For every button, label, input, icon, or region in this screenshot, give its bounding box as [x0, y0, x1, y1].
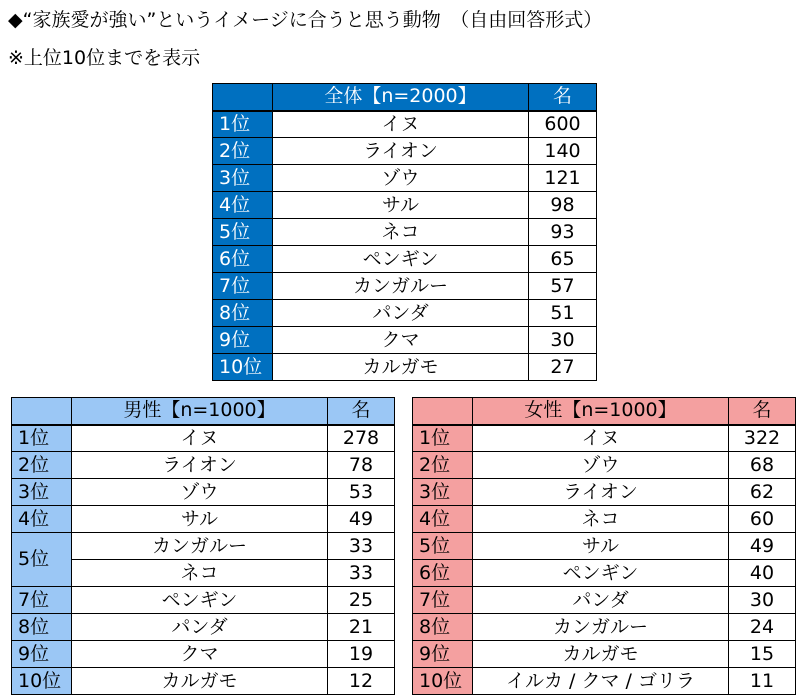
rank-cell: 5位: [413, 533, 473, 560]
animal-cell: イヌ: [72, 425, 328, 452]
count-cell: 49: [328, 506, 395, 533]
table-header-label: 全体【n=2000】: [273, 84, 529, 111]
table-row: [413, 533, 796, 560]
rank-cell: 4位: [12, 506, 72, 533]
rank-cell: 5位: [12, 533, 72, 587]
rank-cell: 6位: [413, 560, 473, 587]
count-cell: 93: [529, 219, 597, 246]
rank-header-cell: [12, 398, 72, 425]
animal-cell: ペンギン: [72, 587, 328, 614]
rank-cell: 4位: [413, 506, 473, 533]
animal-cell: パンダ: [473, 587, 729, 614]
table-row: [12, 614, 395, 641]
table-row: [213, 192, 597, 219]
count-cell: 68: [729, 452, 796, 479]
animal-cell: パンダ: [273, 300, 529, 327]
rank-cell: 1位: [413, 425, 473, 452]
rank-cell: 2位: [12, 452, 72, 479]
count-cell: 78: [328, 452, 395, 479]
rank-cell: 1位: [12, 425, 72, 452]
animal-cell: ペンギン: [273, 246, 529, 273]
count-cell: 15: [729, 641, 796, 668]
table-row: [12, 506, 395, 533]
table-row: [413, 614, 796, 641]
table-female: [412, 397, 796, 695]
table-row: [213, 165, 597, 192]
count-cell: 121: [529, 165, 597, 192]
page-note: ※上位10位までを表示: [8, 47, 201, 69]
animal-cell: ゾウ: [273, 165, 529, 192]
count-cell: 11: [729, 668, 796, 695]
count-header-label: 名: [529, 84, 597, 111]
count-cell: 33: [328, 560, 395, 587]
table-row: [413, 587, 796, 614]
count-cell: 57: [529, 273, 597, 300]
animal-cell: ゾウ: [473, 452, 729, 479]
animal-cell: ゾウ: [72, 479, 328, 506]
animal-cell: カンガルー: [72, 533, 328, 560]
count-cell: 19: [328, 641, 395, 668]
animal-cell: ライオン: [273, 138, 529, 165]
count-header-label: 名: [729, 398, 796, 425]
table-row: [213, 273, 597, 300]
rank-header-cell: [413, 398, 473, 425]
animal-cell: ペンギン: [473, 560, 729, 587]
rank-cell: 3位: [413, 479, 473, 506]
rank-header-cell: [213, 84, 273, 111]
rank-cell: 7位: [12, 587, 72, 614]
count-cell: 62: [729, 479, 796, 506]
count-cell: 33: [328, 533, 395, 560]
animal-cell: カンガルー: [473, 614, 729, 641]
rank-cell: 3位: [213, 165, 273, 192]
animal-cell: ネコ: [473, 506, 729, 533]
animal-cell: ライオン: [72, 452, 328, 479]
rank-cell: 7位: [413, 587, 473, 614]
count-cell: 600: [529, 111, 597, 138]
table-row: [213, 111, 597, 138]
animal-cell: サル: [273, 192, 529, 219]
animal-cell: カルガモ: [72, 668, 328, 695]
animal-cell: カルガモ: [473, 641, 729, 668]
count-cell: 40: [729, 560, 796, 587]
table-row: [413, 668, 796, 695]
count-cell: 12: [328, 668, 395, 695]
animal-cell: カンガルー: [273, 273, 529, 300]
rank-cell: 2位: [213, 138, 273, 165]
table-row: [12, 452, 395, 479]
animal-cell: サル: [72, 506, 328, 533]
count-cell: 51: [529, 300, 597, 327]
table-row: [12, 587, 395, 614]
count-cell: 278: [328, 425, 395, 452]
rank-cell: 8位: [12, 614, 72, 641]
table-male: [11, 397, 395, 695]
count-cell: 21: [328, 614, 395, 641]
rank-cell: 9位: [413, 641, 473, 668]
count-cell: 27: [529, 354, 597, 381]
count-header-label: 名: [328, 398, 395, 425]
table-row: [12, 533, 395, 560]
table-row: [12, 479, 395, 506]
count-cell: 65: [529, 246, 597, 273]
animal-cell: クマ: [273, 327, 529, 354]
animal-cell: イヌ: [273, 111, 529, 138]
table-row: [413, 506, 796, 533]
rank-cell: 6位: [213, 246, 273, 273]
animal-cell: イルカ / クマ / ゴリラ: [473, 668, 729, 695]
rank-cell: 9位: [213, 327, 273, 354]
table-overall: [212, 83, 597, 381]
table-row: [12, 425, 395, 452]
animal-cell: ネコ: [273, 219, 529, 246]
rank-cell: 9位: [12, 641, 72, 668]
rank-cell: 2位: [413, 452, 473, 479]
rank-cell: 10位: [213, 354, 273, 381]
table-row: [12, 668, 395, 695]
table-row: [213, 219, 597, 246]
count-cell: 322: [729, 425, 796, 452]
animal-cell: クマ: [72, 641, 328, 668]
animal-cell: パンダ: [72, 614, 328, 641]
table-header-label: 男性【n=1000】: [72, 398, 328, 425]
count-cell: 25: [328, 587, 395, 614]
rank-cell: 4位: [213, 192, 273, 219]
animal-cell: イヌ: [473, 425, 729, 452]
rank-cell: 8位: [413, 614, 473, 641]
table-header-row: [413, 398, 796, 425]
count-cell: 24: [729, 614, 796, 641]
rank-cell: 5位: [213, 219, 273, 246]
table-row: [213, 246, 597, 273]
rank-cell: 7位: [213, 273, 273, 300]
count-cell: 140: [529, 138, 597, 165]
animal-cell: カルガモ: [273, 354, 529, 381]
count-cell: 53: [328, 479, 395, 506]
table-row: [413, 641, 796, 668]
count-cell: 30: [529, 327, 597, 354]
table-row: [413, 560, 796, 587]
rank-cell: 8位: [213, 300, 273, 327]
animal-cell: ライオン: [473, 479, 729, 506]
table-row: [413, 479, 796, 506]
table-row: [213, 138, 597, 165]
count-cell: 49: [729, 533, 796, 560]
animal-cell: ネコ: [72, 560, 328, 587]
table-header-row: [12, 398, 395, 425]
page-title: ◆“家族愛が強い”というイメージに合うと思う動物 （自由回答形式）: [8, 9, 603, 31]
rank-cell: 1位: [213, 111, 273, 138]
table-row: [12, 641, 395, 668]
rank-cell: 3位: [12, 479, 72, 506]
count-cell: 98: [529, 192, 597, 219]
animal-cell: サル: [473, 533, 729, 560]
rank-cell: 10位: [12, 668, 72, 695]
table-header-row: [213, 84, 597, 111]
table-row: [213, 354, 597, 381]
rank-cell: 10位: [413, 668, 473, 695]
table-row: [213, 300, 597, 327]
count-cell: 60: [729, 506, 796, 533]
table-row: [213, 327, 597, 354]
table-header-label: 女性【n=1000】: [473, 398, 729, 425]
table-row: [413, 452, 796, 479]
count-cell: 30: [729, 587, 796, 614]
table-row: [413, 425, 796, 452]
